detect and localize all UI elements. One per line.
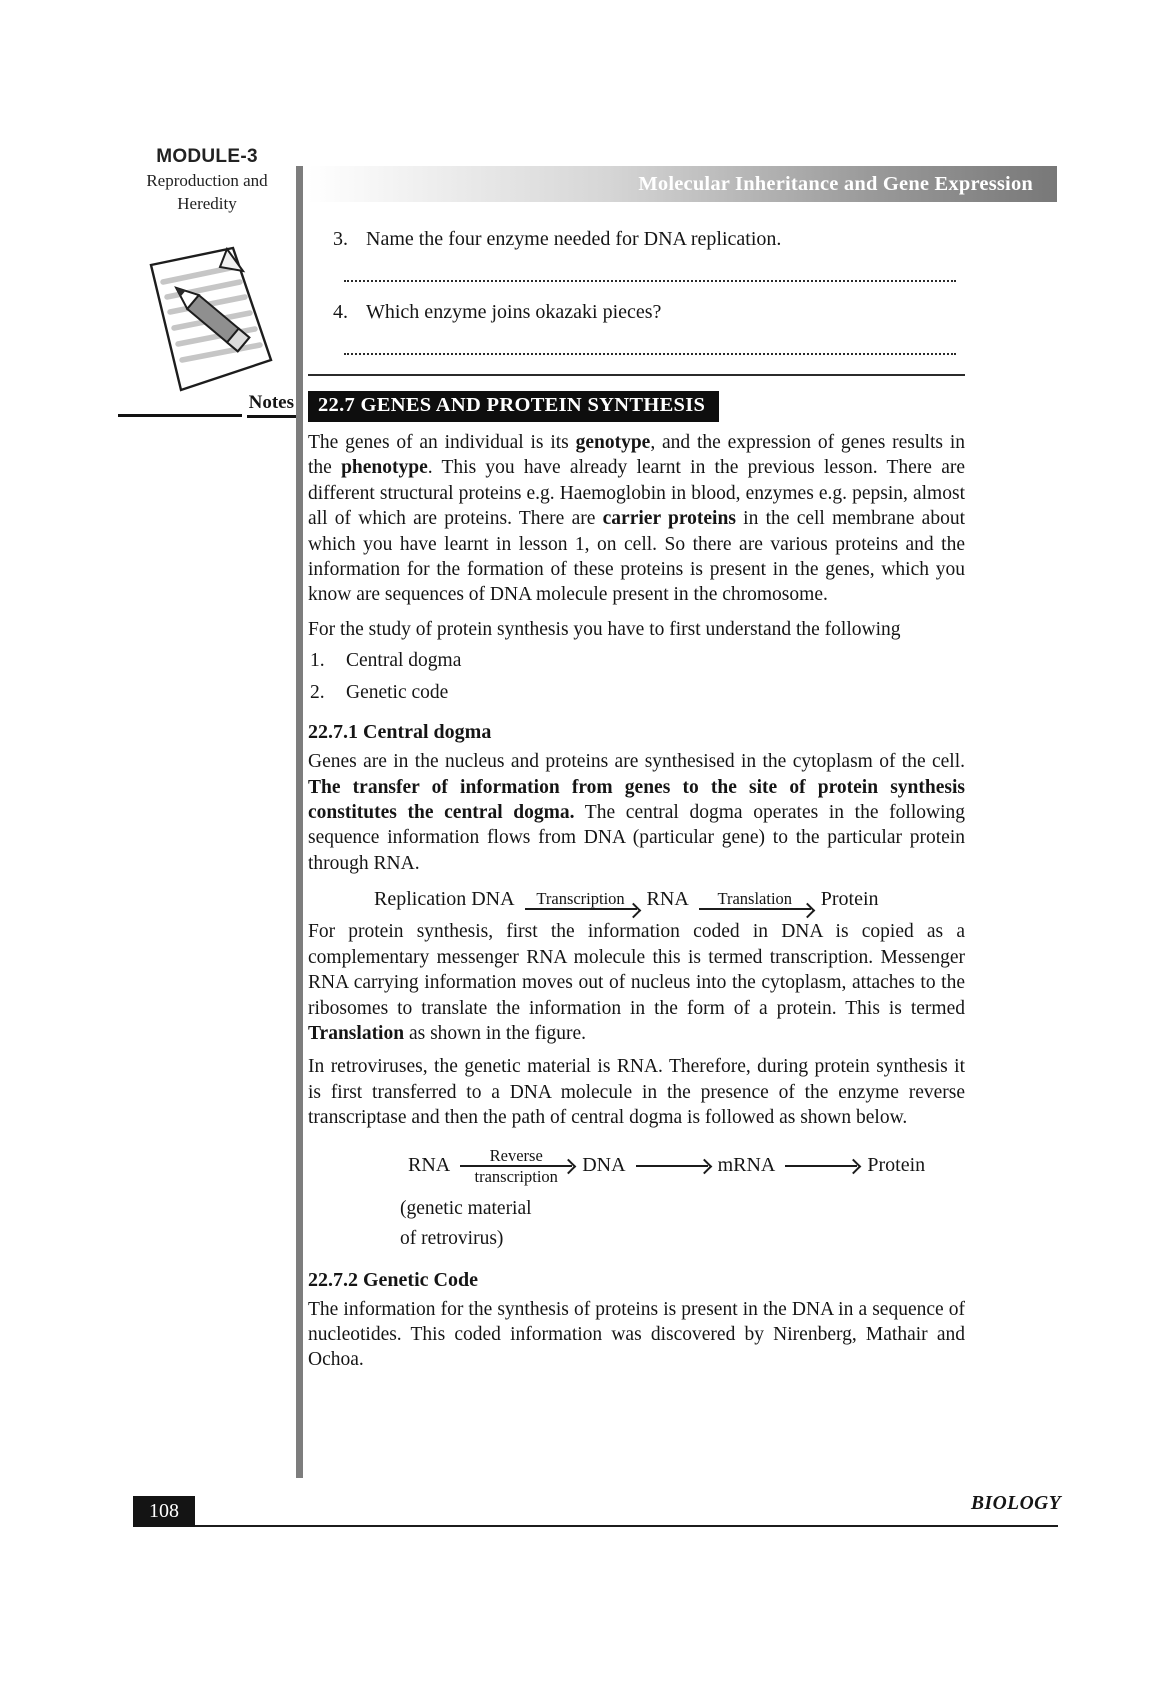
subsection-heading-genetic-code: 22.7.2 Genetic Code (308, 1268, 478, 1291)
page-number-badge: 108 (133, 1496, 195, 1527)
retrovirus-flow-diagram (408, 1146, 965, 1186)
flow-start: Replication DNA (374, 888, 515, 911)
answer-blank-line (344, 280, 956, 282)
list-label: Central dogma (346, 650, 462, 672)
question-item-3 (308, 227, 965, 252)
notes-label: Notes (247, 392, 296, 418)
plain-arrow-icon (785, 1165, 857, 1167)
arrow-shaft (785, 1165, 857, 1167)
central-dogma-flow-diagram (374, 888, 965, 911)
plain-arrow-icon (636, 1165, 708, 1167)
arrow-label: Transcription (536, 889, 625, 909)
question-text: Which enzyme joins okazaki pieces? (366, 301, 662, 323)
flow-step: mRNA (717, 1154, 776, 1177)
question-text: Name the four enzyme needed for DNA replication. (366, 228, 782, 250)
paragraph-translation: For protein synthesis, first the information coded in DNA is copied as a complementary messenger RNA molecule this is termed transcription. Messenger RNA carrying information moves out of nucleus into the cytoplasm, attaches to the ribosomes to translate the information in the form of a protein. This is termed Translation as shown in the figure. (308, 921, 965, 1044)
flow-step: DNA (582, 1154, 626, 1177)
paragraph-genetic-code: The information for the synthesis of proteins is present in the DNA in a sequence of nucleotides. This coded information was discovered by Nirenberg, Mathair and Ochoa. (308, 1298, 965, 1371)
flow-end: Protein (867, 1154, 926, 1177)
section-divider-rule (308, 374, 965, 376)
flow-note-line2: of retrovirus) (400, 1227, 504, 1249)
translation-arrow-icon (699, 889, 811, 910)
arrow-label-top: Reverse (489, 1145, 543, 1165)
subsection-heading-central-dogma: 22.7.1 Central dogma (308, 721, 492, 744)
arrow-shaft (636, 1165, 708, 1167)
paragraph-genotype: The genes of an individual is its genotype, and the expression of genes results in the phenotype. This you have already learnt in the previous lesson. There are different structural proteins e.g. Haemoglobin in blood, enzymes e.g. pepsin, almost all of which are proteins. There are carrier proteins in the cell membrane about which you have learnt in lesson 1, on cell. So there are various proteins and the information for the formation of these proteins is present in the genes, which you know are sequences of DNA molecule present in the chromosome. (308, 432, 966, 606)
reverse-transcription-arrow-icon (460, 1146, 572, 1186)
answer-blank-line (344, 353, 956, 355)
vertical-divider-bar (296, 166, 303, 1478)
chapter-banner (308, 166, 1057, 202)
flow-start: RNA (408, 1154, 451, 1177)
arrow-label-bottom: transcription (474, 1166, 558, 1186)
notes-paper-pencil-icon (121, 240, 293, 398)
module-subtitle-line2: Heredity (177, 194, 237, 213)
list-number: 2. (310, 682, 325, 704)
arrow-label: Translation (717, 889, 793, 909)
footer-brand: BIOLOGY (971, 1493, 1062, 1514)
paragraph-study-intro: For the study of protein synthesis you have to first understand the following (308, 618, 901, 640)
question-item-4 (308, 300, 965, 325)
arrow-shaft (699, 908, 811, 910)
main-content (308, 166, 1033, 1373)
paragraph-retrovirus: In retroviruses, the genetic material is RNA. Therefore, during protein synthesis it is first transferred to a DNA molecule in the presence of the enzyme reverse transcriptase and then the path of central dogma is followed as shown below. (308, 1056, 965, 1129)
chapter-banner-title: Molecular Inheritance and Gene Expression (638, 172, 1033, 195)
transcription-arrow-icon (525, 889, 637, 910)
question-number: 4. (333, 301, 348, 323)
flow-end: Protein (820, 888, 879, 911)
arrow-shaft (460, 1165, 572, 1167)
module-label: MODULE-3 (156, 146, 258, 167)
list-item-central-dogma (308, 648, 965, 674)
footer-rule (195, 1525, 1058, 1527)
flow-note-line1: (genetic material (400, 1197, 532, 1219)
notes-divider-line (118, 414, 242, 417)
arrow-shaft (525, 908, 637, 910)
list-label: Genetic code (346, 682, 449, 704)
section-heading: 22.7 GENES AND PROTEIN SYNTHESIS (308, 391, 719, 422)
question-number: 3. (333, 228, 348, 250)
module-subtitle-line1: Reproduction and (146, 171, 268, 190)
sidebar (118, 146, 296, 418)
paragraph-central-dogma: Genes are in the nucleus and proteins are synthesised in the cytoplasm of the cell. The transfer of information from genes to the site of protein synthesis constitutes the central dogma. The central dogma operates in the following sequence information flows from DNA (particular gene) to the particular protein through RNA. (308, 751, 965, 874)
list-item-genetic-code (308, 680, 965, 706)
flow-mid: RNA (646, 888, 689, 911)
list-number: 1. (310, 650, 325, 672)
